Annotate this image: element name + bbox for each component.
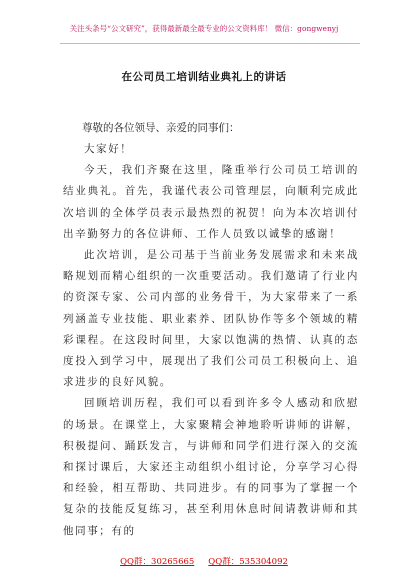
document-title: 在公司员工培训结业典礼上的讲话 <box>121 71 287 83</box>
footer-contact <box>0 557 408 568</box>
salutation: 尊敬的各位领导、亲爱的同事们： <box>82 122 240 134</box>
body-paragraph: 大家好！ <box>84 143 133 155</box>
body-paragraph: 今天，我们齐聚在这里，隆重举行公司员工培训的结业典礼。首先，我谨代表公司管理层，向顺利完成此次培训的全体学员表示最热烈的祝贺！向为本次培训付出辛勤努力的各位讲师、工作人员致以诚挚的感谢！ <box>63 164 359 240</box>
header-note: 关注头条号“公文研究”，获得最新最全最专业的公文资料库！ 微信：gongwenyj <box>69 24 339 33</box>
footer-qq-group-1[interactable]: QQ群：30265665 <box>120 557 195 567</box>
footer-qq-group-2[interactable]: QQ群：535304092 <box>208 557 288 567</box>
document-body <box>63 139 359 542</box>
header-divider <box>60 43 360 44</box>
body-paragraph: 此次培训，是公司基于当前业务发展需求和未来战略规划而精心组织的一次重要活动。我们邀请了行业内的资深专家、公司内部的业务骨干，为大家带来了一系列涵盖专业技能、职业素养、团队协作等多个领域的精彩课程。在这段时间里，大家以饱满的热情、认真的态度投入到学习中，展现出了我们公司员工积极向上、追求进步的良好风貌。 <box>63 249 359 389</box>
body-paragraph: 回顾培训历程，我们可以看到许多令人感动和欣慰的场景。在课堂上，大家聚精会神地聆听讲师的讲解，积极提问、踊跃发言，与讲师和同学们进行深入的交流和探讨课后，大家还主动组织小组讨论，分享学习心得和经验，相互帮助、共同进步。有的同事为了掌握一个复杂的技能反复练习，甚至利用休息时间请教讲师和其他同事；有的 <box>63 397 359 537</box>
